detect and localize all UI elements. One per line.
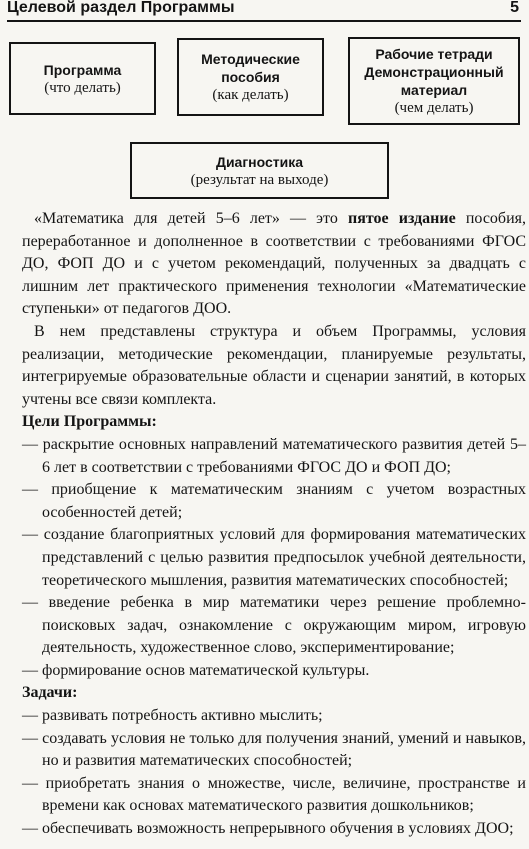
box-methods-subtitle: (как делать): [212, 87, 289, 103]
section-title: Целевой раздел Программы: [7, 0, 235, 16]
intro-paragraph: [22, 208, 526, 321]
box-workbooks-title-3: материал: [400, 82, 468, 98]
box-workbooks-title-1: Рабочие тетради: [375, 46, 493, 62]
task-item: — обеспечивать возможность непрерывного обучения в условиях ДОО;: [22, 820, 514, 838]
goal-item: — формирование основ математической культуры.: [22, 661, 370, 679]
intro-text-end: пособия, переработанное и дополненное в соответствии с требованиями ФГОС ДО, ФОП ДО и с учетом рекомендаций, полученных за двадцать с лишним лет практического применения технологии «Математические ступеньки» от педагогов ДОО.: [22, 210, 526, 318]
tasks-heading: Задачи:: [22, 684, 78, 702]
box-diagnostics-subtitle: (результат на выходе): [190, 171, 329, 188]
box-methods-title-1: Методические: [201, 51, 300, 67]
goal-item: — приобщение к математическим знаниям с учетом возрастных особенностей детей;: [22, 481, 526, 521]
intro-text-start: «Математика для детей 5–6 лет» — это: [34, 210, 348, 227]
box-program-title: Программа: [43, 61, 122, 78]
body-text: [22, 208, 526, 841]
task-item: — развивать потребность активно мыслить;: [22, 707, 323, 725]
intro-text-bold: пятое издание: [347, 210, 456, 227]
box-methods-title-2: пособия: [221, 69, 280, 85]
goal-item: — создание благоприятных условий для формирования математических представлений с целью развития предпосылок учебной деятельности, теоретического мышления, развития математических способностей;: [22, 526, 526, 589]
structure-paragraph: В нем представлены структура и объем Программы, условия реализации, методические рекомендации, планируемые результаты, интегрируемые образовательные области и сценарии занятий, в которых учтены все связи комплекта.: [22, 322, 526, 408]
box-program-subtitle: (что делать): [44, 79, 121, 96]
goal-item: — введение ребенка в мир математики через решение проблемно-поисковых задач, ознакомление с окружающим миром, игровую деятельность, художественное слово, экспериментирование;: [22, 594, 526, 657]
task-item: — приобретать знания о множестве, числе, величине, пространстве и времени как основах математического развития дошкольников;: [22, 774, 526, 815]
page-number: 5: [510, 0, 519, 16]
task-item: — создавать условия не только для получения знаний, умений и навыков, но и развития математических способностей;: [22, 729, 526, 770]
box-diagnostics: [130, 142, 389, 199]
box-workbooks: [348, 37, 520, 125]
box-diagnostics-title: Диагностика: [215, 153, 304, 170]
box-methods: [177, 38, 324, 116]
box-workbooks-subtitle: (чем делать): [394, 100, 474, 116]
box-program: [9, 42, 156, 115]
running-header: [7, 0, 521, 22]
box-workbooks-title-2: Демонстрационный: [364, 64, 504, 80]
goals-heading: Цели Программы:: [22, 413, 157, 431]
goal-item: — раскрытие основных направлений математического развития детей 5–6 лет в соответствии с требованиями ФГОС ДО и ФОП ДО;: [22, 435, 526, 476]
